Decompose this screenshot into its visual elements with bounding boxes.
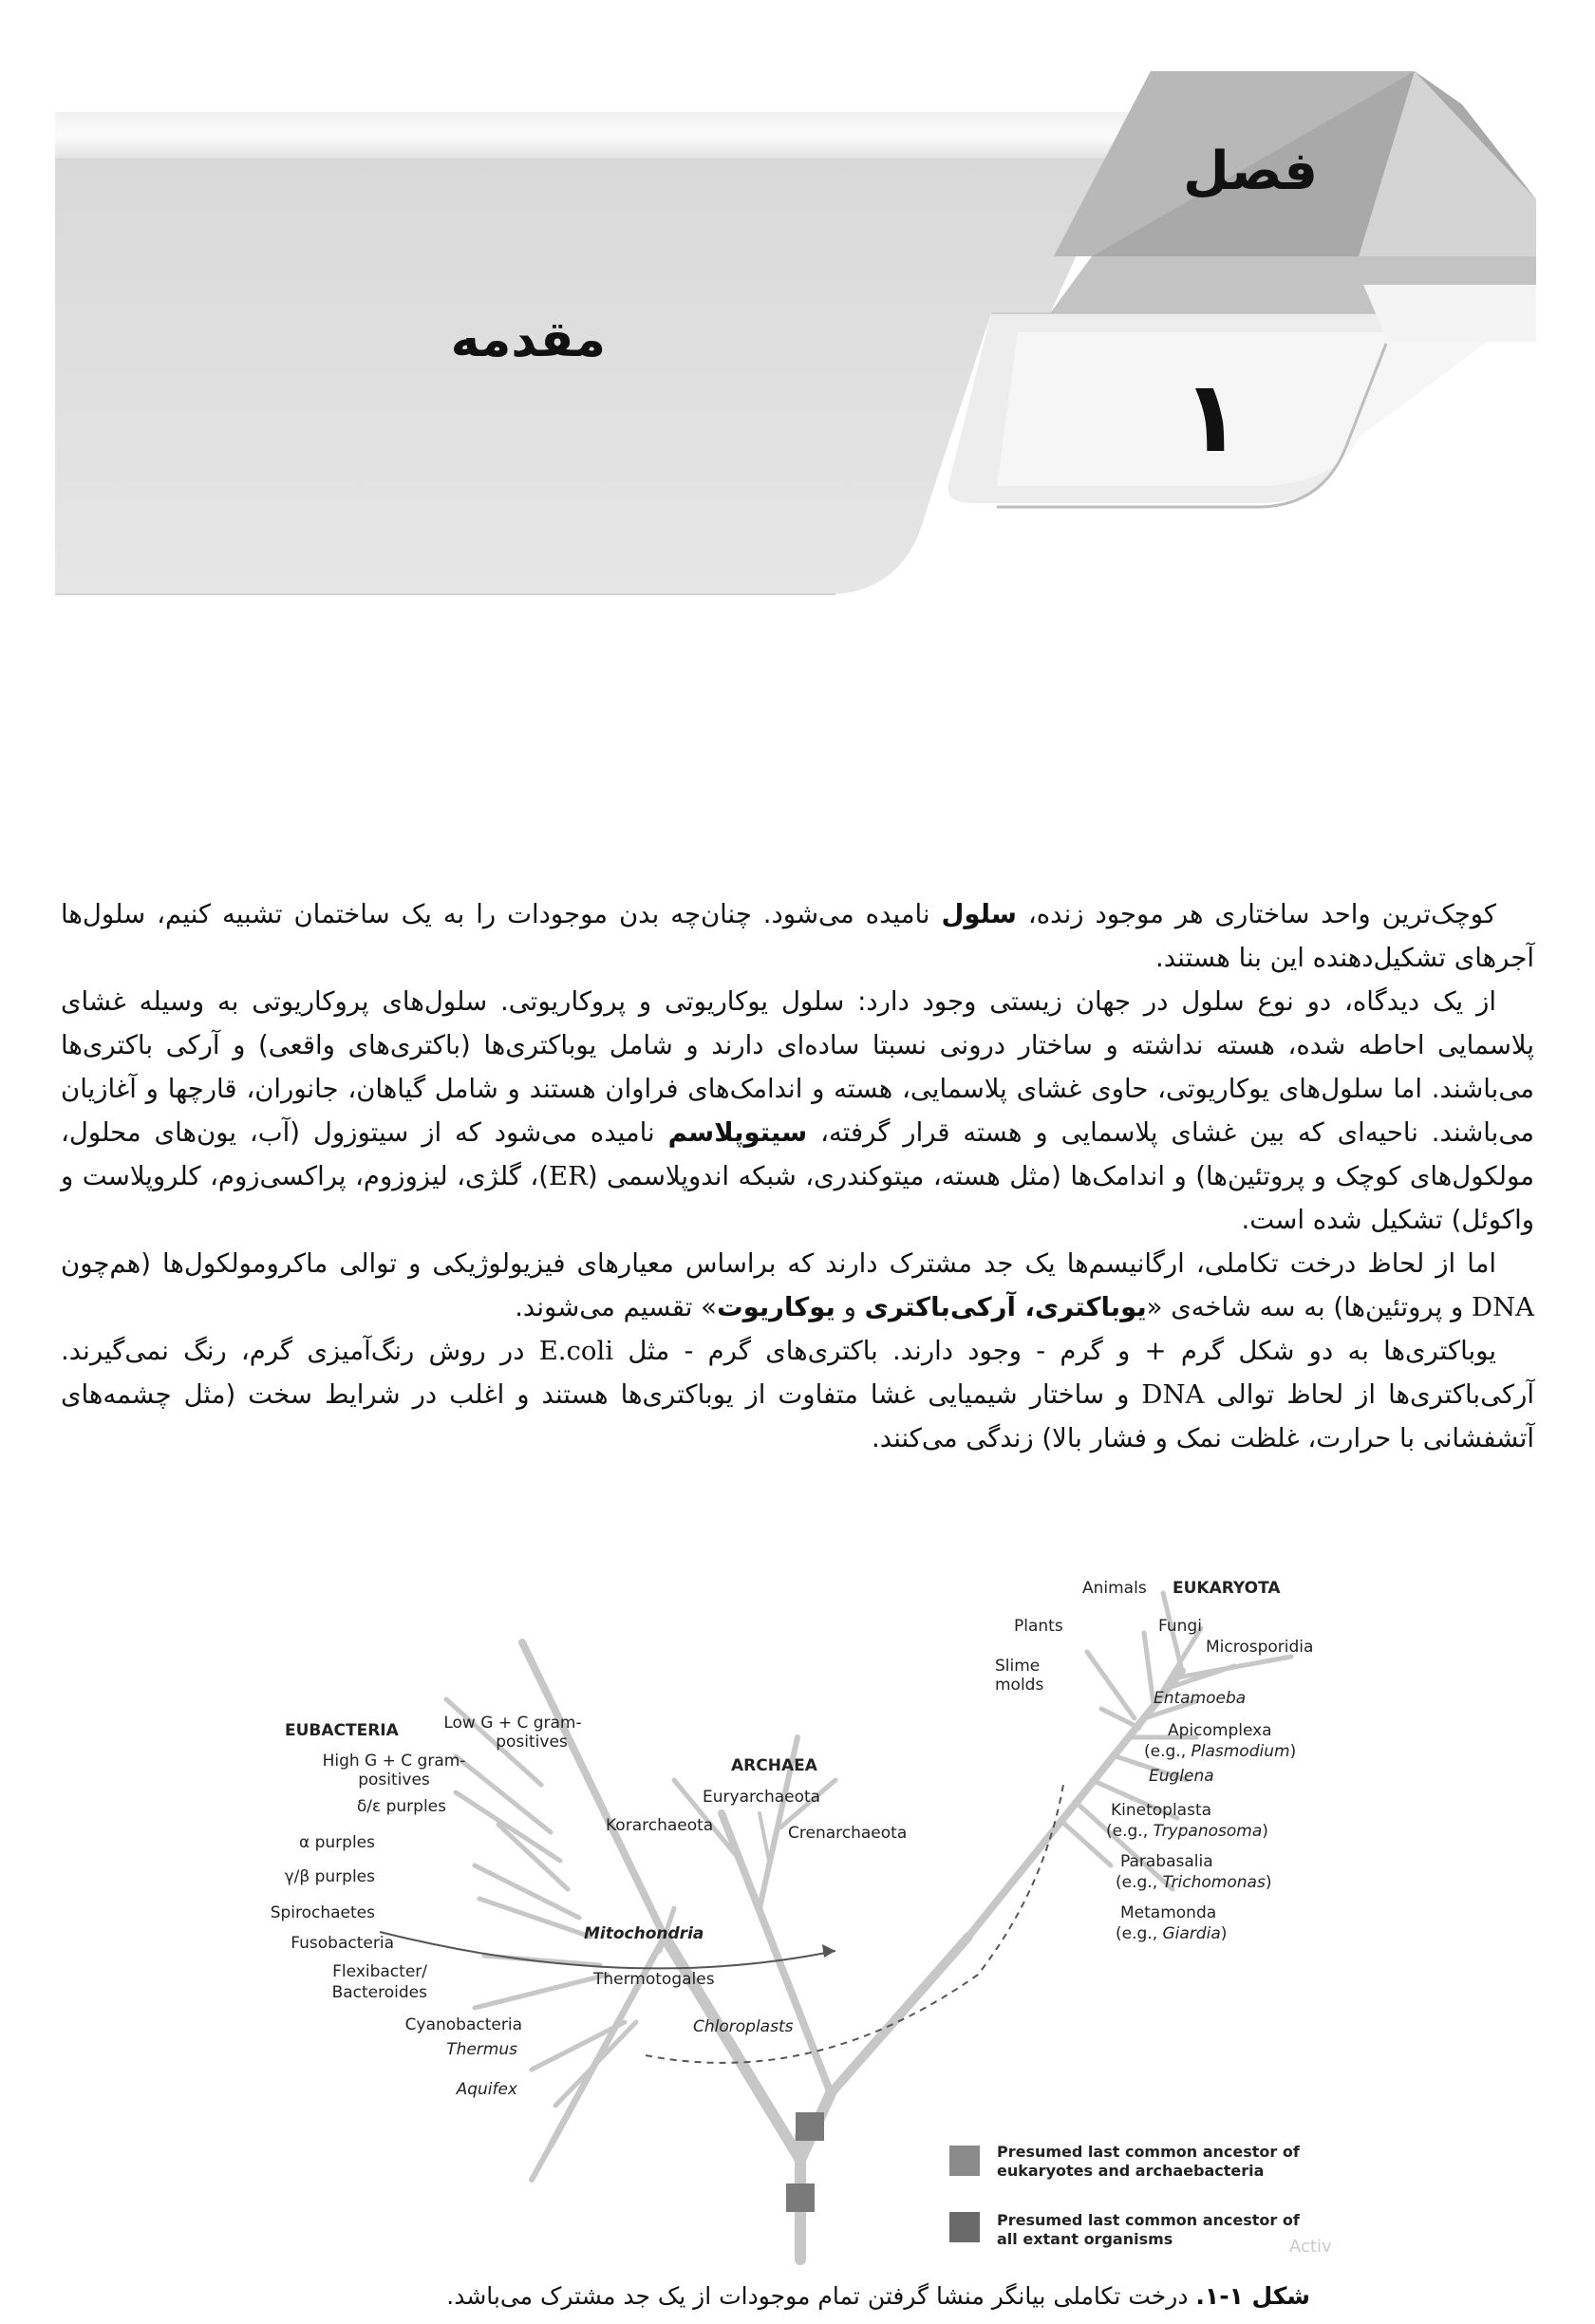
text-run: اما از لحاظ درخت تکاملی، ارگانیسم‌ها یک جد مشترک دارند که براساس معیارهای فیزیولوژیکی و توالی ماکرومولکول‌ها (هم‌چون xyxy=(61,1248,1496,1279)
label-euryarchaeota: Euryarchaeota xyxy=(703,1788,821,1807)
body-text xyxy=(61,892,1534,1460)
label-plants: Plants xyxy=(1014,1617,1063,1636)
label-crenarchaeota: Crenarchaeota xyxy=(788,1824,908,1843)
label-animals: Animals xyxy=(1082,1579,1147,1598)
label-flexibacter: Flexibacter/ xyxy=(332,1962,427,1981)
label-slime-molds-2: molds xyxy=(995,1676,1044,1695)
label-slime-molds: Slime xyxy=(995,1657,1041,1676)
label-apicomplexa-example: (e.g., Plasmodium) xyxy=(1144,1742,1297,1761)
label-low-gc-2: positives xyxy=(496,1733,568,1752)
text-run: کوچک‌ترین واحد ساختاری هر موجود زنده، xyxy=(1027,899,1496,929)
label-thermotogales: Thermotogales xyxy=(593,1970,715,1989)
label-eubacteria: EUBACTERIA xyxy=(285,1721,399,1740)
text-run: از یک دیدگاه، دو نوع سلول در جهان زیستی وجود دارد: سلول یوکاریوتی و پروکاریوتی. سلول‌های پروکاریوتی به وسیله غشای پلاسمایی احاطه شده، هسته نداشته و ساختار درونی نسبتا ساده‌ای دارند و شامل یوباکتری‌ها (باکتری‌های واقعی) و آرکی باکتری‌ها می‌باشند. اما سلول‌های یوکاریوتی، حاوی غشای پلاسمایی، هسته و اندامک‌های فراوان هستند و شامل گیاهان، جانوران، قارچها و آغازیان می‌باشند. ناحیه‌ای که بین غشای پلاسمایی و هسته قرار گرفته، xyxy=(61,986,1534,1148)
text-run: و xyxy=(843,1292,856,1322)
phylogenetic-tree-figure xyxy=(228,1576,1367,2269)
caption-label: شکل ۱-۱. xyxy=(1195,2282,1310,2310)
label-delta-purples: δ/ε purples xyxy=(356,1797,446,1816)
text-run: نامیده می‌شود. چنان‌چه بدن موجودات را به یک ساختمان تشبیه کنیم، سلول‌ها آجرهای تشکیل‌دهنده این بنا هستند. xyxy=(61,899,1534,973)
label-fusobacteria: Fusobacteria xyxy=(291,1934,394,1953)
label-korarchaeota: Korarchaeota xyxy=(606,1816,714,1835)
label-low-gc: Low G + C gram- xyxy=(443,1714,582,1733)
chapter-label: فصل xyxy=(1183,141,1318,202)
text-run: در روش رنگ‌آمیزی گرم، رنگ نمی‌گیرند. آرکی‌باکتری‌ها از لحاظ توالی xyxy=(61,1336,1535,1410)
legend-swatch-2 xyxy=(949,2212,980,2242)
label-parabasalia: Parabasalia xyxy=(1120,1852,1213,1871)
label-metamonda: Metamonda xyxy=(1120,1903,1217,1922)
paragraph-2 xyxy=(61,980,1534,1242)
chapter-banner xyxy=(0,0,1595,665)
latin-term: E.coli xyxy=(538,1336,614,1366)
text-run: و ساختار شیمیایی غشا متفاوت از یوباکتری‌ها هستند و اغلب در شرایط سخت (مثل چشمه‌های آتشفشانی با حرارت، غلظت نمک و فشار بالا) زندگی می‌کنند. xyxy=(61,1379,1534,1453)
label-kinetoplasta: Kinetoplasta xyxy=(1111,1801,1212,1820)
label-archaea: ARCHAEA xyxy=(731,1756,817,1775)
arrowhead-icon xyxy=(822,1944,835,1958)
label-thermus: Thermus xyxy=(446,2040,517,2059)
label-kinetoplasta-example: (e.g., Trypanosoma) xyxy=(1106,1822,1268,1841)
ancestor-eukaryote-archaea-square xyxy=(796,2112,824,2141)
caption-text: درخت تکاملی بیانگر منشا گرفتن تمام موجودات از یک جد مشترک می‌باشد. xyxy=(446,2282,1189,2310)
label-chloroplasts: Chloroplasts xyxy=(693,2017,794,2036)
label-fungi: Fungi xyxy=(1158,1617,1202,1636)
bold-term: سلول xyxy=(941,899,1017,929)
text-run: )، گلژی، لیزوزوم، پراکسی‌زوم، کلروپلاست و واکوئل) تشکیل شده است. xyxy=(61,1161,1534,1235)
figure-caption xyxy=(446,2282,1310,2310)
label-eukaryota: EUKARYOTA xyxy=(1173,1579,1281,1598)
text-run: و پروتئین‌ها) به سه شاخه‌ی « xyxy=(1146,1292,1464,1322)
label-alpha-purples: α purples xyxy=(299,1833,375,1852)
watermark-text: Activ xyxy=(1289,2237,1332,2257)
label-cyanobacteria: Cyanobacteria xyxy=(404,2015,522,2034)
legend-2-line1: Presumed last common ancestor of xyxy=(997,2211,1300,2229)
label-entamoeba: Entamoeba xyxy=(1154,1689,1247,1708)
text-run: نامیده می‌شود که از سیتوزول (آب، یون‌های محلول، مولکول‌های کوچک و پروتئین‌ها) و اندامک‌ها (مثل هسته، میتوکندری، شبکه اندوپلاسمی ( xyxy=(61,1117,1534,1191)
latin-term: ER xyxy=(549,1161,588,1191)
paragraph-3 xyxy=(61,1242,1534,1329)
bold-term: یوباکتری، آرکی‌باکتری xyxy=(864,1292,1147,1322)
legend-1-line2: eukaryotes and archaebacteria xyxy=(997,2162,1265,2180)
latin-term: DNA xyxy=(1141,1379,1205,1410)
ancestor-all-organisms-square xyxy=(786,2183,815,2212)
bold-term: یوکاریوت xyxy=(716,1292,835,1322)
latin-term: DNA xyxy=(1472,1292,1534,1322)
label-metamonda-example: (e.g., Giardia) xyxy=(1116,1924,1228,1943)
label-euglena: Euglena xyxy=(1149,1767,1214,1786)
label-high-gc-2: positives xyxy=(358,1771,430,1790)
chapter-title: مقدمه xyxy=(450,311,606,368)
label-mitochondria: Mitochondria xyxy=(584,1924,704,1943)
legend-2-line2: all extant organisms xyxy=(997,2230,1173,2248)
paragraph-4 xyxy=(61,1329,1534,1460)
text-run: » تقسیم می‌شوند. xyxy=(515,1292,717,1322)
text-run: یوباکتری‌ها به دو شکل گرم + و گرم - وجود دارند. باکتری‌های گرم - مثل xyxy=(628,1336,1496,1366)
label-spirochaetes: Spirochaetes xyxy=(270,1903,375,1922)
label-apicomplexa: Apicomplexa xyxy=(1168,1721,1272,1740)
paragraph-1 xyxy=(61,892,1534,980)
legend-swatch-1 xyxy=(949,2146,980,2176)
label-aquifex: Aquifex xyxy=(456,2080,517,2099)
bold-term: سیتوپلاسم xyxy=(667,1117,808,1148)
label-bacteroides: Bacteroides xyxy=(331,1983,427,2002)
label-parabasalia-example: (e.g., Trichomonas) xyxy=(1116,1873,1272,1892)
label-gamma-purples: γ/β purples xyxy=(284,1867,375,1886)
label-high-gc: High G + C gram- xyxy=(322,1752,466,1771)
legend-1-line1: Presumed last common ancestor of xyxy=(997,2143,1300,2161)
label-microsporidia: Microsporidia xyxy=(1206,1638,1314,1657)
chapter-number: ۱ xyxy=(1181,359,1242,475)
